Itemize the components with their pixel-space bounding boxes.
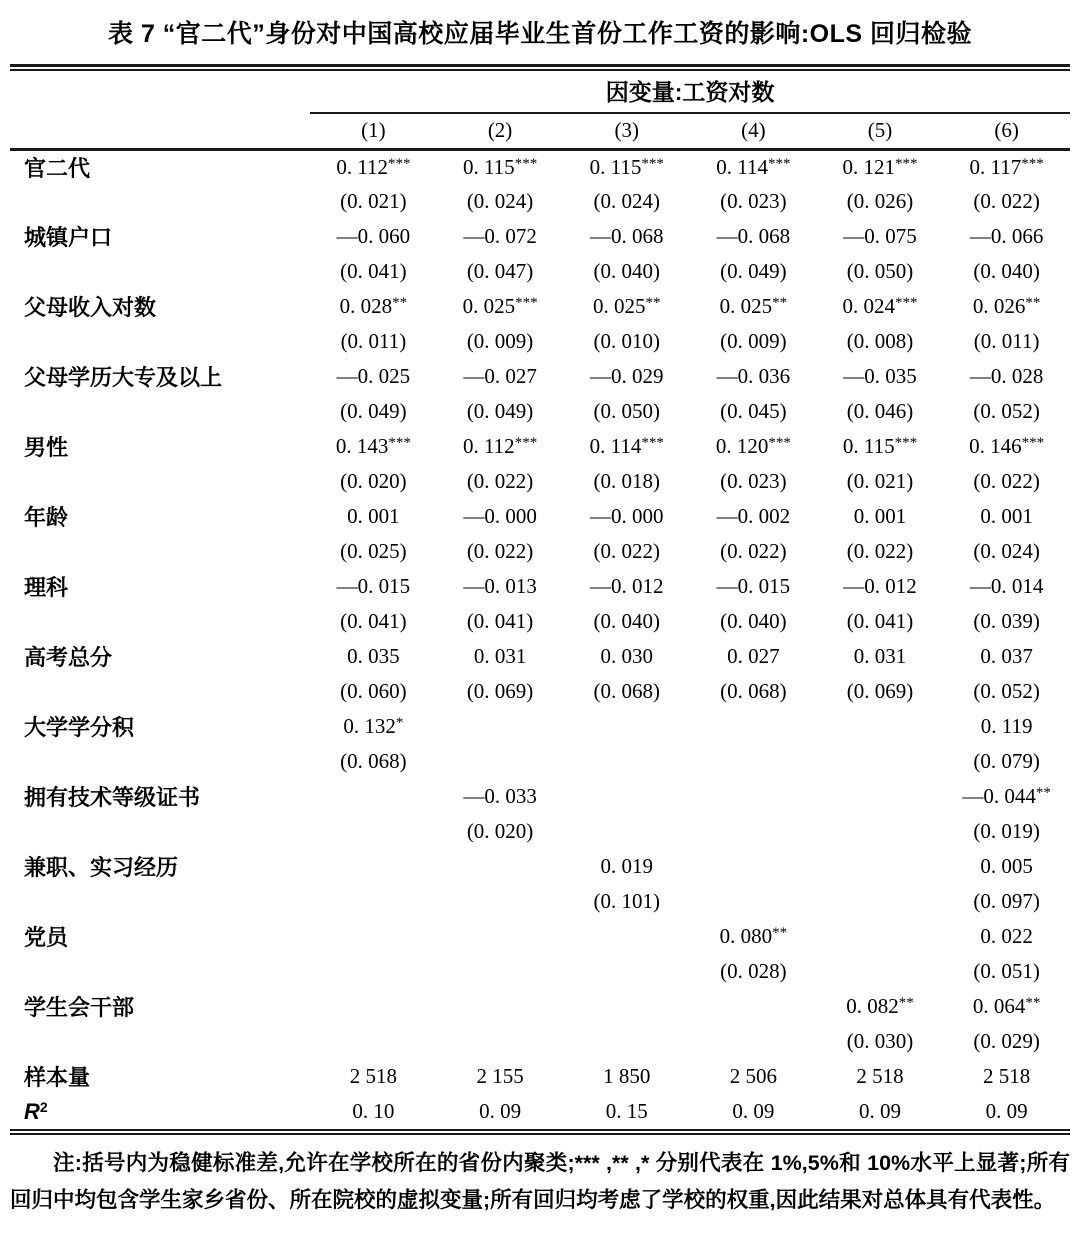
std-error-cell: (0. 052): [973, 679, 1040, 703]
coefficient-cell: [690, 989, 817, 1024]
std-error-cell: [690, 744, 817, 779]
std-error-cell: [437, 884, 564, 919]
std-error-row: [10, 674, 1070, 709]
std-error-cell: (0. 041): [846, 609, 914, 633]
std-error-row: [10, 394, 1070, 429]
coefficient-row: [10, 989, 1070, 1024]
std-error-cell: (0. 024): [973, 539, 1040, 563]
coefficient-cell: [690, 709, 817, 744]
std-error-cell: (0. 047): [466, 259, 534, 283]
coefficient-cell: 0. 112***: [462, 434, 538, 458]
coefficient-cell: —0. 035: [843, 364, 917, 388]
std-error-cell: (0. 040): [720, 609, 787, 633]
coefficient-cell: 0. 031: [853, 644, 907, 668]
std-error-cell: (0. 041): [340, 609, 407, 633]
coefficient-cell: 0. 115***: [589, 154, 664, 179]
coefficient-cell: 0. 146***: [969, 434, 1045, 458]
row-label-spacer: [10, 1024, 310, 1059]
std-error-cell: [690, 814, 817, 849]
std-error-cell: (0. 069): [466, 679, 534, 703]
coefficient-cell: —0. 015: [716, 574, 791, 598]
coefficient-cell: —0. 060: [336, 224, 411, 248]
coefficient-cell: [817, 849, 944, 884]
std-error-cell: (0. 020): [340, 469, 407, 493]
summary-row: [10, 1094, 1070, 1129]
std-error-row: [10, 1024, 1070, 1059]
coefficient-cell: 0. 027: [727, 644, 780, 668]
coefficient-cell: 0. 001: [347, 504, 400, 528]
std-error-cell: (0. 018): [593, 469, 660, 493]
column-number-row: [10, 113, 1070, 149]
coefficient-cell: [310, 989, 437, 1024]
std-error-cell: (0. 022): [720, 539, 787, 563]
row-label-spacer: [10, 604, 310, 639]
std-error-cell: (0. 022): [973, 189, 1040, 213]
row-label-spacer: [10, 394, 310, 429]
std-error-cell: (0. 019): [973, 819, 1040, 843]
row-label-spacer: [10, 674, 310, 709]
variable-label: 高考总分: [24, 645, 113, 670]
std-error-cell: [310, 1024, 437, 1059]
column-number: (4): [690, 113, 817, 149]
std-error-cell: (0. 068): [340, 749, 407, 773]
table-title: 表 7 “官二代”身份对中国高校应届毕业生首份工作工资的影响:OLS 回归检验: [108, 20, 972, 48]
std-error-cell: (0. 022): [593, 539, 660, 563]
coefficient-cell: 0. 030: [600, 644, 653, 668]
std-error-cell: (0. 022): [846, 539, 914, 563]
row-label-spacer: [10, 814, 310, 849]
std-error-cell: (0. 008): [846, 329, 914, 353]
std-error-cell: (0. 052): [973, 399, 1040, 423]
std-error-row: [10, 534, 1070, 569]
summary-label: $R^2$: [24, 1098, 48, 1124]
coefficient-cell: —0. 000: [589, 504, 664, 528]
column-number: (6): [943, 113, 1070, 149]
std-error-row: [10, 464, 1070, 499]
coefficient-cell: —0. 029: [589, 364, 664, 388]
regression-table: [10, 71, 1070, 1129]
std-error-cell: (0. 011): [340, 329, 407, 353]
std-error-row: [10, 954, 1070, 989]
std-error-cell: (0. 025): [340, 539, 407, 563]
coefficient-cell: 0. 001: [980, 504, 1033, 528]
coefficient-row: [10, 639, 1070, 674]
coefficient-cell: —0. 072: [463, 224, 537, 248]
std-error-cell: (0. 101): [593, 889, 660, 913]
variable-label: 兼职、实习经历: [24, 855, 179, 880]
coefficient-cell: —0. 033: [463, 784, 537, 808]
coefficient-row: [10, 709, 1070, 744]
std-error-cell: [690, 1024, 817, 1059]
coefficient-cell: 0. 115***: [842, 434, 918, 458]
std-error-cell: [817, 744, 944, 779]
coefficient-cell: 0. 121***: [842, 154, 918, 179]
std-error-cell: (0. 097): [973, 889, 1040, 913]
coefficient-cell: —0. 015: [336, 574, 411, 598]
coefficient-cell: —0. 012: [843, 574, 917, 598]
std-error-cell: (0. 023): [720, 469, 787, 493]
coefficient-cell: 0. 028**: [339, 294, 408, 318]
std-error-cell: [690, 884, 817, 919]
std-error-row: [10, 884, 1070, 919]
coefficient-cell: —0. 075: [843, 224, 917, 248]
std-error-cell: [563, 1024, 690, 1059]
variable-label: 父母收入对数: [24, 295, 157, 320]
dep-var-row: [10, 71, 1070, 113]
std-error-cell: (0. 041): [340, 259, 407, 283]
summary-value: 2 518: [349, 1064, 398, 1088]
coefficient-cell: 0. 001: [853, 504, 907, 528]
row-label-spacer: [10, 464, 310, 499]
coefficient-cell: 0. 005: [980, 854, 1033, 878]
coefficient-cell: 0. 031: [473, 644, 527, 668]
std-error-cell: (0. 023): [720, 189, 787, 213]
coefficient-cell: [817, 709, 944, 744]
summary-value: 2 518: [856, 1064, 904, 1088]
row-label-spacer: [10, 254, 310, 289]
std-error-cell: (0. 045): [720, 399, 787, 423]
coefficient-cell: 0. 114***: [716, 154, 791, 179]
std-error-cell: [310, 954, 437, 989]
coefficient-cell: 0. 082**: [846, 994, 914, 1018]
coefficient-row: [10, 569, 1070, 604]
bottom-double-rule: [10, 1129, 1070, 1135]
summary-value: 0. 09: [985, 1099, 1028, 1123]
std-error-cell: (0. 051): [973, 959, 1040, 983]
column-number: (1): [310, 113, 437, 149]
coefficient-cell: [690, 779, 817, 814]
top-double-rule: [10, 64, 1070, 71]
coefficient-cell: —0. 066: [969, 224, 1044, 248]
coefficient-cell: [563, 919, 690, 954]
coefficient-cell: [817, 779, 944, 814]
coefficient-cell: —0. 036: [716, 364, 791, 388]
coefficient-cell: 0. 035: [347, 644, 400, 668]
coefficient-cell: —0. 025: [336, 364, 411, 388]
summary-value: 0. 09: [732, 1099, 775, 1123]
std-error-cell: (0. 040): [593, 609, 660, 633]
std-error-cell: (0. 069): [846, 679, 914, 703]
summary-value: 2 155: [476, 1064, 524, 1088]
std-error-cell: (0. 021): [846, 469, 914, 493]
std-error-cell: [817, 954, 944, 989]
coefficient-cell: 0. 114***: [589, 434, 664, 458]
variable-label: 理科: [24, 575, 69, 600]
coefficient-cell: 0. 019: [600, 854, 653, 878]
coefficient-cell: 0. 064**: [972, 994, 1041, 1018]
dependent-variable-header: 因变量:工资对数: [310, 71, 1070, 113]
std-error-cell: (0. 079): [973, 749, 1040, 773]
std-error-cell: (0. 049): [340, 399, 407, 423]
summary-value: 1 850: [603, 1064, 651, 1088]
std-error-cell: (0. 024): [466, 189, 534, 213]
coefficient-cell: 0. 037: [980, 644, 1033, 668]
coefficient-cell: 0. 119: [980, 714, 1033, 738]
std-error-row: [10, 814, 1070, 849]
coefficient-cell: —0. 027: [463, 364, 537, 388]
coefficient-cell: [690, 849, 817, 884]
std-error-cell: (0. 030): [846, 1029, 914, 1053]
std-error-cell: (0. 040): [593, 259, 660, 283]
coefficient-cell: —0. 068: [716, 224, 791, 248]
coefficient-cell: [563, 779, 690, 814]
coefficient-cell: 0. 022: [980, 924, 1033, 948]
variable-label: 父母学历大专及以上: [24, 365, 223, 390]
std-error-cell: [437, 954, 564, 989]
summary-value: 0. 09: [858, 1099, 901, 1123]
column-number: (2): [437, 113, 564, 149]
variable-label: 城镇户口: [24, 225, 113, 250]
coefficient-cell: 0. 025***: [462, 294, 538, 318]
coefficient-cell: —0. 028: [969, 364, 1044, 388]
coefficient-row: [10, 919, 1070, 954]
column-number: (5): [817, 113, 944, 149]
coefficient-cell: —0. 044**: [962, 784, 1051, 808]
coefficient-row: [10, 289, 1070, 324]
coefficient-row: [10, 149, 1070, 184]
std-error-cell: [437, 744, 564, 779]
coefficient-row: [10, 219, 1070, 254]
summary-value: 0. 09: [479, 1099, 522, 1123]
std-error-cell: (0. 040): [973, 259, 1040, 283]
std-error-cell: [817, 884, 944, 919]
coefficient-cell: —0. 013: [463, 574, 537, 598]
std-error-cell: [563, 814, 690, 849]
table-note: 注:括号内为稳健标准差,允许在学校所在的省份内聚类;*** ,** ,* 分别代表在 1%,5%和 10%水平上显著;所有回归中均包含学生家乡省份、所在院校的虚拟变量;所有回归均考虑了学校的权重,因此结果对总体具有代表性。: [10, 1151, 1070, 1212]
std-error-cell: [563, 954, 690, 989]
coefficient-cell: 0. 080**: [719, 924, 788, 948]
column-number: (3): [563, 113, 690, 149]
header-spacer: [10, 113, 310, 149]
coefficient-cell: [310, 779, 437, 814]
std-error-cell: (0. 039): [973, 609, 1040, 633]
std-error-cell: (0. 028): [720, 959, 787, 983]
table-body: [10, 149, 1070, 1129]
std-error-cell: (0. 011): [973, 329, 1040, 353]
std-error-cell: (0. 021): [340, 189, 407, 213]
row-label-spacer: [10, 884, 310, 919]
variable-label: 学生会干部: [24, 995, 135, 1020]
std-error-cell: (0. 068): [593, 679, 660, 703]
std-error-cell: (0. 068): [720, 679, 787, 703]
std-error-cell: (0. 026): [846, 189, 914, 213]
coefficient-cell: 0. 024***: [842, 294, 918, 318]
std-error-cell: (0. 050): [593, 399, 660, 423]
std-error-cell: (0. 009): [720, 329, 787, 353]
coefficient-cell: 0. 120***: [715, 434, 791, 458]
coefficient-cell: 0. 143***: [335, 434, 411, 458]
coefficient-cell: 0. 115***: [462, 154, 538, 179]
coefficient-cell: —0. 012: [589, 574, 664, 598]
row-label-spacer: [10, 534, 310, 569]
spanner-spacer: [10, 71, 310, 113]
std-error-row: [10, 184, 1070, 219]
summary-label: 样本量: [24, 1065, 91, 1090]
summary-value: 2 506: [729, 1064, 777, 1088]
coefficient-cell: [817, 919, 944, 954]
coefficient-cell: [310, 919, 437, 954]
std-error-cell: [310, 884, 437, 919]
row-label-spacer: [10, 324, 310, 359]
variable-label: 党员: [24, 925, 69, 950]
std-error-cell: (0. 022): [466, 539, 534, 563]
coefficient-cell: —0. 068: [589, 224, 664, 248]
std-error-cell: [817, 814, 944, 849]
std-error-cell: (0. 049): [720, 259, 787, 283]
std-error-cell: (0. 024): [593, 189, 660, 213]
std-error-cell: (0. 022): [466, 469, 534, 493]
coefficient-row: [10, 779, 1070, 814]
variable-label: 大学学分积: [24, 715, 135, 740]
std-error-cell: (0. 020): [466, 819, 534, 843]
summary-value: 0. 10: [352, 1099, 395, 1123]
coefficient-cell: 0. 117***: [969, 154, 1044, 179]
coefficient-cell: —0. 000: [463, 504, 537, 528]
std-error-row: [10, 744, 1070, 779]
coefficient-row: [10, 499, 1070, 534]
coefficient-cell: [437, 709, 564, 744]
std-error-cell: (0. 009): [466, 329, 534, 353]
coefficient-cell: 0. 132*: [343, 714, 404, 738]
variable-label: 年龄: [24, 505, 69, 530]
std-error-cell: (0. 022): [973, 469, 1040, 493]
row-label-spacer: [10, 744, 310, 779]
summary-value: 2 518: [983, 1064, 1031, 1088]
row-label-spacer: [10, 954, 310, 989]
coefficient-cell: [310, 849, 437, 884]
std-error-cell: (0. 049): [466, 399, 534, 423]
coefficient-cell: 0. 025**: [719, 294, 788, 318]
variable-label: 官二代: [24, 155, 91, 181]
summary-row: [10, 1059, 1070, 1094]
std-error-cell: (0. 041): [466, 609, 534, 633]
std-error-cell: [310, 814, 437, 849]
variable-label: 拥有技术等级证书: [24, 785, 201, 810]
coefficient-cell: [437, 989, 564, 1024]
std-error-row: [10, 324, 1070, 359]
coefficient-row: [10, 849, 1070, 884]
coefficient-cell: 0. 025**: [592, 294, 661, 318]
summary-value: 0. 15: [605, 1099, 648, 1123]
coefficient-cell: [437, 849, 564, 884]
std-error-cell: [563, 744, 690, 779]
std-error-cell: (0. 060): [340, 679, 407, 703]
std-error-cell: (0. 046): [846, 399, 914, 423]
row-label-spacer: [10, 184, 310, 219]
coefficient-cell: [437, 919, 564, 954]
coefficient-cell: [563, 709, 690, 744]
coefficient-cell: —0. 014: [969, 574, 1044, 598]
coefficient-row: [10, 359, 1070, 394]
coefficient-cell: [563, 989, 690, 1024]
std-error-row: [10, 604, 1070, 639]
std-error-cell: (0. 050): [846, 259, 914, 283]
std-error-cell: (0. 029): [973, 1029, 1040, 1053]
coefficient-cell: —0. 002: [716, 504, 791, 528]
coefficient-cell: 0. 112***: [336, 154, 411, 179]
variable-label: 男性: [24, 435, 69, 460]
std-error-cell: (0. 010): [593, 329, 660, 353]
coefficient-cell: 0. 026**: [972, 294, 1041, 318]
coefficient-row: [10, 429, 1070, 464]
std-error-cell: [437, 1024, 564, 1059]
std-error-row: [10, 254, 1070, 289]
